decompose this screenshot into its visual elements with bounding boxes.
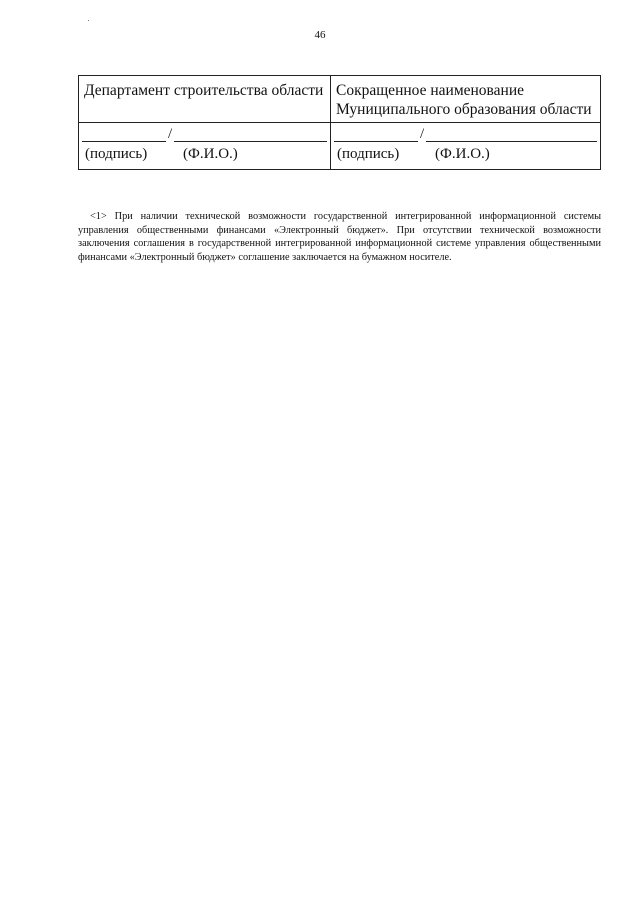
left-fio-field bbox=[174, 141, 327, 142]
right-header-cell bbox=[331, 76, 601, 123]
page-number: 46 bbox=[314, 29, 326, 41]
left-fio-caption: (Ф.И.О.) bbox=[183, 146, 238, 162]
left-signature-caption: (подпись) bbox=[85, 146, 148, 162]
municipality-name-line2: Муниципального образования области bbox=[336, 101, 592, 118]
left-signature-field bbox=[82, 141, 166, 142]
left-signature-cell bbox=[79, 123, 331, 170]
right-captions bbox=[331, 143, 600, 163]
left-header-cell bbox=[79, 76, 331, 123]
right-fio-caption: (Ф.И.О.) bbox=[435, 146, 490, 162]
municipality-name bbox=[331, 76, 600, 119]
left-signature-line bbox=[82, 123, 327, 143]
left-captions bbox=[79, 143, 330, 163]
right-fio-field bbox=[426, 141, 597, 142]
left-slash: / bbox=[168, 126, 173, 142]
right-signature-caption: (подпись) bbox=[337, 146, 400, 162]
right-signature-cell bbox=[331, 123, 601, 170]
municipality-name-line1: Сокращенное наименование bbox=[336, 82, 525, 99]
right-slash: / bbox=[420, 126, 425, 142]
scan-speck bbox=[88, 20, 89, 21]
signature-table bbox=[78, 75, 601, 170]
table-signature-row bbox=[79, 123, 601, 170]
table-header-row bbox=[79, 76, 601, 123]
footnote: <1> При наличии технической возможности государственной интегрированной информационной системы управления общественными финансами «Электронный бюджет». При отсутствии технической возможности заключения соглашения в государственной интегрированной информационной системе управления общественными финансами «Электронный бюджет» соглашение заключается на бумажном носителе. bbox=[78, 211, 601, 263]
department-name: Департамент строительства области bbox=[84, 82, 324, 99]
right-signature-field bbox=[334, 141, 418, 142]
right-signature-line bbox=[334, 123, 597, 143]
